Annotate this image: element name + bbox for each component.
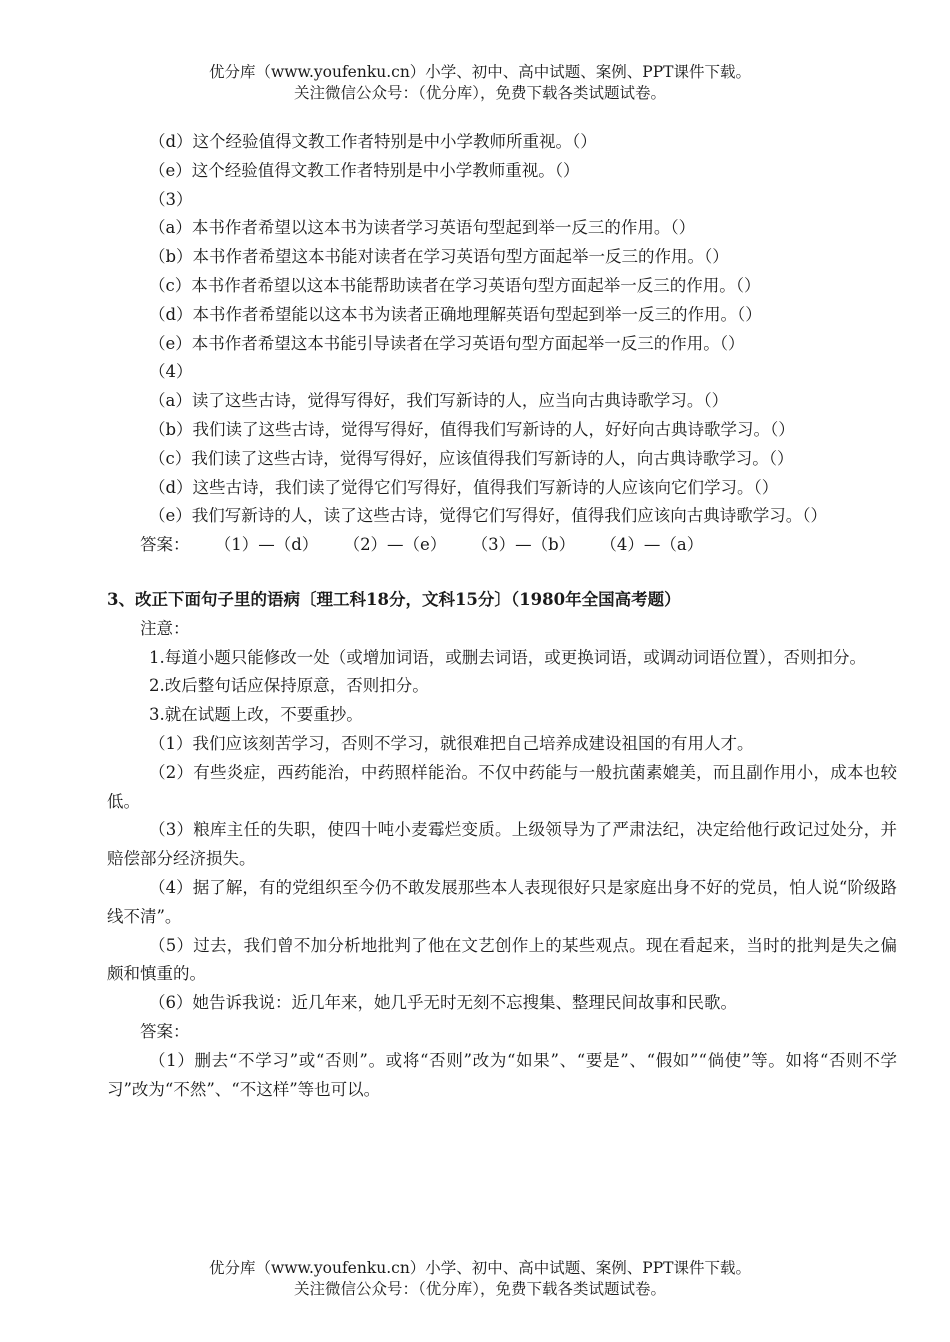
- option-line: （e）这个经验值得文教工作者特别是中小学教师重视。（）: [149, 160, 580, 180]
- question-item: （4）据了解，有的党组织至今仍不敢发展那些本人表现很好只是家庭出身不好的党员，怕人说“阶级路线不清”。: [107, 877, 897, 926]
- answer-item: （1）删去“不学习”或“否则”。或将“否则”改为“如果”、“要是”、“假如”“倘使”等。如将“否则不学习”改为“不然”、“不这样”等也可以。: [107, 1050, 897, 1099]
- option-line: （a）读了这些古诗，觉得写得好，我们写新诗的人，应当向古典诗歌学习。（）: [149, 391, 729, 411]
- header-line-1: 优分库（www.youfenku.cn）小学、初中、高中试题、案例、PPT课件下载。: [208, 63, 752, 81]
- question-number: （4）: [149, 362, 193, 382]
- document-body: [107, 128, 897, 1104]
- footer-line-2: 关注微信公众号：（优分库），免费下载各类试题试卷。: [293, 1280, 666, 1298]
- answer-item: （3）—（b）: [471, 535, 576, 555]
- option-line: （c）我们读了这些古诗，觉得写得好，应该值得我们写新诗的人，向古典诗歌学习。（）: [149, 448, 794, 468]
- option-line: （b）本书作者希望这本书能对读者在学习英语句型方面起举一反三的作用。（）: [149, 247, 729, 267]
- option-line: （d）这个经验值得文教工作者特别是中小学教师所重视。（）: [149, 132, 597, 151]
- section-3-body: [107, 615, 897, 1105]
- note-item: 2.改后整句话应保持原意，否则扣分。: [149, 676, 429, 696]
- question-number: （3）: [149, 189, 193, 209]
- footer-line-1: 优分库（www.youfenku.cn）小学、初中、高中试题、案例、PPT课件下载。: [208, 1259, 752, 1277]
- question-item: （1）我们应该刻苦学习，否则不学习，就很难把自己培养成建设祖国的有用人才。: [149, 733, 754, 753]
- note-item: 1.每道小题只能修改一处（或增加词语，或删去词语，或更换词语，或调动词语位置），否则扣分。: [149, 647, 866, 667]
- option-line: （b）我们读了这些古诗，觉得写得好，值得我们写新诗的人，好好向古典诗歌学习。（）: [149, 419, 795, 439]
- option-line: （d）这些古诗，我们读了觉得它们写得好，值得我们写新诗的人应该向它们学习。（）: [149, 477, 779, 497]
- answer-label: 答案：: [140, 535, 190, 555]
- answer-label: 答案：: [140, 1021, 190, 1041]
- question-item: （6）她告诉我说：近几年来，她几乎无时无刻不忘搜集、整理民间故事和民歌。: [149, 993, 737, 1013]
- option-line: （e）我们写新诗的人，读了这些古诗，觉得它们写得好，值得我们应该向古典诗歌学习。（）: [149, 506, 828, 526]
- option-line: （d）本书作者希望能以这本书为读者正确地理解英语句型起到举一反三的作用。（）: [149, 304, 762, 324]
- page-header: [0, 62, 950, 104]
- option-line: （a）本书作者希望以这本书为读者学习英语句型起到举一反三的作用。（）: [149, 218, 696, 238]
- note-label: 注意：: [140, 618, 190, 638]
- answer-item: （1）—（d）: [214, 535, 319, 555]
- option-line: （e）本书作者希望这本书能引导读者在学习英语句型方面起举一反三的作用。（）: [149, 333, 745, 353]
- answer-item: （4）—（a）: [600, 535, 704, 555]
- question-item: （5）过去，我们曾不加分析地批判了他在文艺创作上的某些观点。现在看起来，当时的批判是失之偏颇和慎重的。: [107, 935, 897, 984]
- section-3-heading: 3、改正下面句子里的语病〔理工科18分，文科15分〕（1980年全国高考题）: [107, 589, 681, 609]
- header-line-2: 关注微信公众号：（优分库），免费下载各类试题试卷。: [293, 84, 666, 102]
- question-item: （3）粮库主任的失职，使四十吨小麦霉烂变质。上级领导为了严肃法纪，决定给他行政记过处分，并赔偿部分经济损失。: [107, 820, 897, 869]
- question-item: （2）有些炎症，西药能治，中药照样能治。不仅中药能与一般抗菌素媲美，而且副作用小，成本也较低。: [107, 762, 897, 811]
- note-item: 3.就在试题上改，不要重抄。: [149, 705, 363, 725]
- page-footer: [0, 1258, 950, 1300]
- answer-item: （2）—（e）: [343, 535, 447, 555]
- option-line: （c）本书作者希望以这本书能帮助读者在学习英语句型方面起举一反三的作用。（）: [149, 275, 761, 295]
- answer-row: [107, 531, 897, 560]
- section-2-options: [107, 128, 897, 560]
